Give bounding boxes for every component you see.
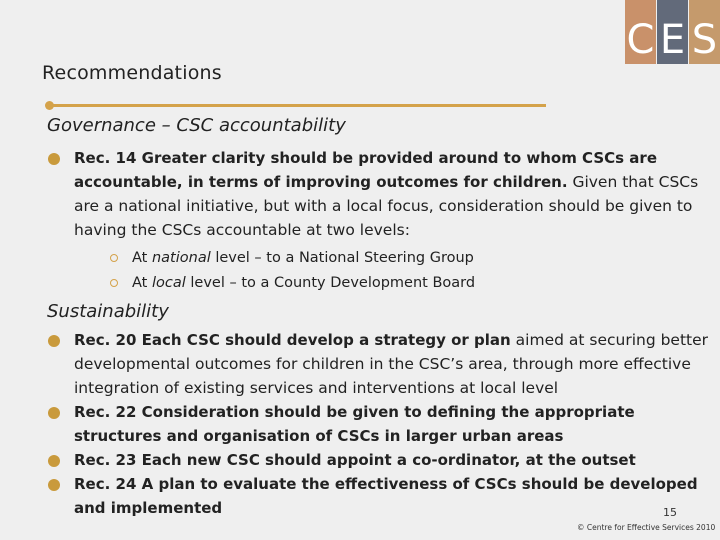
bullet-dot-icon <box>48 335 60 347</box>
title-rule <box>50 104 546 107</box>
page-number: 15 <box>663 506 677 519</box>
rec-22-bold: Rec. 22 Consideration should be given to defining the appropriate structures and organisation of CSCs in larger urban areas <box>74 403 635 445</box>
rec-23-item <box>48 448 716 472</box>
rec-24-item <box>48 472 716 520</box>
logo-letter-s: S <box>689 0 720 64</box>
rec-23-bold: Rec. 23 Each new CSC should appoint a co-ordinator, at the outset <box>74 451 636 469</box>
bullet-dot-icon <box>48 407 60 419</box>
logo-letter-c: C <box>625 0 656 64</box>
bullet-dot-icon <box>48 455 60 467</box>
level-local-em: local <box>151 275 186 291</box>
rec-14-item <box>48 146 708 296</box>
level-local-pre: At <box>132 275 152 291</box>
bullet-dot-icon <box>48 479 60 491</box>
rec-14-bold: Rec. 14 Greater clarity should be provided around to whom CSCs are accountable, in terms of improving outcomes for children. <box>74 149 657 191</box>
logo-letter-e: E <box>657 0 688 64</box>
level-national-pre: At <box>132 250 152 266</box>
rec-24-bold: Rec. 24 A plan to evaluate the effectiveness of CSCs should be developed and implemented <box>74 475 698 517</box>
level-local-item <box>106 271 708 296</box>
rec-14-text: Given that CSCs are a national initiative, but with a local focus, consideration should be given to having the CSCs accountable at two levels: <box>74 173 699 239</box>
section-heading-sustainability: Sustainability <box>47 301 169 322</box>
slide-title: Recommendations <box>42 62 222 84</box>
level-national-post: level – to a National Steering Group <box>210 250 474 266</box>
copyright-notice: © Centre for Effective Services 2010 <box>577 523 716 532</box>
rec-20-bold: Rec. 20 Each CSC should develop a strategy or plan <box>74 331 511 349</box>
sustainability-list <box>48 328 716 520</box>
section-heading-governance: Governance – CSC accountability <box>47 115 346 136</box>
level-national-item <box>106 246 708 271</box>
sub-bullet-ring-icon <box>110 254 118 262</box>
rec-20-item <box>48 328 716 400</box>
rec-22-item <box>48 400 716 448</box>
sub-bullet-ring-icon <box>110 279 118 287</box>
ces-logo <box>624 0 720 64</box>
rec-20-text: aimed at securing better developmental outcomes for children in the CSC’s area, through more effective integration of existing services and interventions at local level <box>74 331 709 397</box>
level-local-post: level – to a County Development Board <box>185 275 476 291</box>
level-national-em: national <box>151 250 211 266</box>
accountability-levels-list <box>74 246 708 296</box>
governance-list <box>48 146 708 296</box>
bullet-dot-icon <box>48 153 60 165</box>
